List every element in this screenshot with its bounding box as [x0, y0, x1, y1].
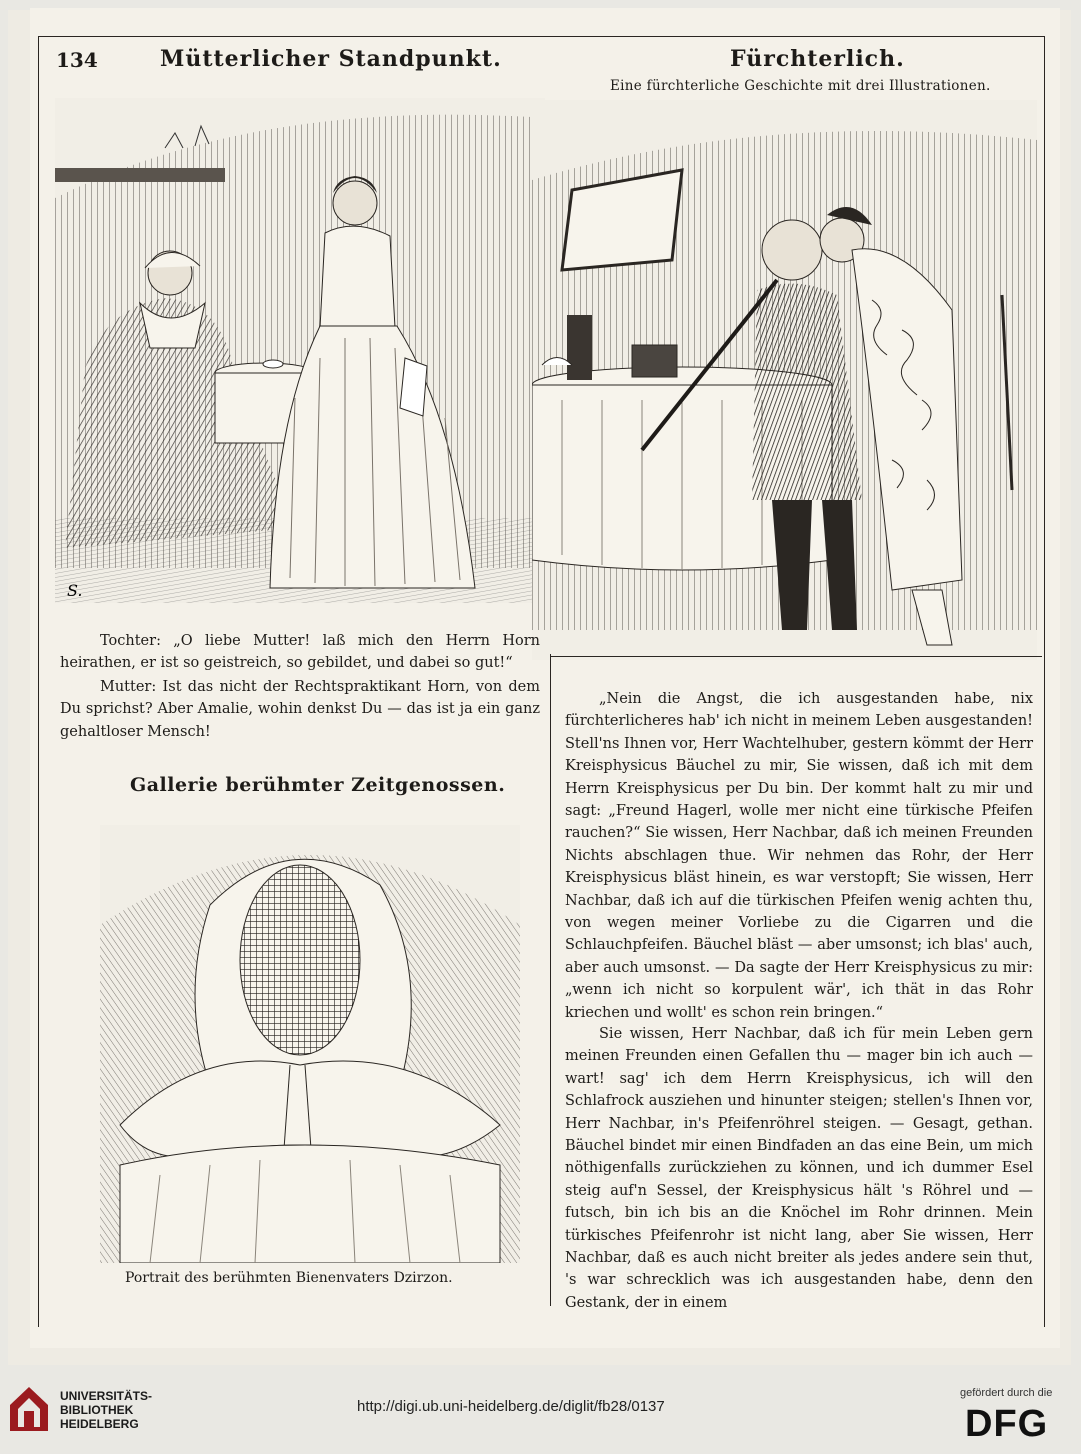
engraving-portrait — [100, 825, 520, 1263]
page-number: 134 — [56, 48, 98, 72]
dialogue-mother: Mutter: Ist das nicht der Rechtspraktikant Horn, von dem Du sprichst? Aber Amalie, wohin denkst Du — das ist ja ein ganz gehaltloser Mensch! — [60, 679, 540, 740]
viewer-footer — [0, 1375, 1081, 1454]
engraving-pipe-men — [532, 100, 1037, 660]
library-name — [60, 1389, 152, 1431]
story-paragraph-1: „Nein die Angst, die ich ausgestanden habe, nix fürchterlicheres hab' ich nicht in meinem Leben ausgestanden! Stell'ns Ihnen vor, Herr Wachtelhuber, gestern kömmt der Herr Kreisphysicus Bäuchel zu mir, Sie wissen, daß ich mit dem Herrn Kreisphysicus per Du bin. Der kommt halt zu mir und sagt: „Freund Hagerl, wolle mer nicht eine türkische Pfeifen rauchen?“ Sie wissen, Herr Nachbar, daß ich meinen Freunden Nichts abschlagen thue. Wir nehmen das Rohr, der Herr Kreisphysicus bläst hinein, es war verstopft; Sie wissen, Herr Nachbar, daß ich auf die türkischen Pfeifen wenig achten thu, von wegen meiner Vorliebe zu die Cigarren und die Schlauchpfeifen. Bäuchel bläst — aber umsonst; ich blas' auch, aber auch umsonst. — Da sagte der Herr Kreisphysicus zu mir: „wenn ich nicht so korpulent wär', ich thät in das Rohr kriechen und wollt' es schon rein bringen.“ — [565, 691, 1033, 1021]
divider-under-illustration — [550, 656, 1042, 657]
library-line-1: UNIVERSITÄTS- — [60, 1389, 153, 1403]
dialogue-daughter: Tochter: „O liebe Mutter! laß mich den Herrn Horn heirathen, er ist so geistreich, so gebildet, und dabei so gut!“ — [60, 633, 540, 672]
permalink-url[interactable]: http://digi.ub.uni-heidelberg.de/diglit/fb28/0137 — [357, 1398, 665, 1415]
illustration-signature: S. — [67, 581, 83, 600]
left-title: Mütterlicher Standpunkt. — [160, 46, 502, 72]
engraving-mother-daughter — [55, 98, 545, 603]
library-line-3: HEIDELBERG — [60, 1417, 139, 1431]
library-line-2: BIBLIOTHEK — [60, 1403, 134, 1417]
right-subtitle: Eine fürchterliche Geschichte mit drei Illustrationen. — [610, 78, 991, 94]
gallery-heading: Gallerie berühmter Zeitgenossen. — [130, 774, 506, 796]
portrait-caption: Portrait des berühmten Bienenvaters Dzirzon. — [125, 1270, 453, 1286]
right-title: Fürchterlich. — [730, 46, 905, 72]
illustration-portrait — [100, 825, 520, 1263]
university-library-logo — [10, 1387, 48, 1431]
illustration-pipe-men — [532, 100, 1037, 660]
story-paragraph-2: Sie wissen, Herr Nachbar, daß ich für mein Leben gern meinen Freunden einen Gefallen thu — mager bin ich auch — wart! sag' ich dem Herrn Kreisphysicus, ich will den Schlafrock ausziehen und hinunter steigen; stellen's Ihnen vor, Herr Nachbar, in's Pfeifenröhrel steigen. — Gesagt, gethan. Bäuchel bindet mir einen Bindfaden an das eine Bein, um mich nöthigenfalls zurückziehen zu können, und ich dummer Esel steig auf'n Sessel, der Kreisphysicus hält 's Röhrel und — futsch, bin ich bis an die Knöchel im Rohr drinnen. Mein türkisches Pfeifenrohr ist nicht lang, aber Sie wissen, Herr Nachbar, daß es auch nicht breiter als jedes andere sein thut, 's war schrecklich was ich ausgestanden habe, denn den Gestank, der in einem — [565, 1026, 1033, 1311]
dfg-logo: DFG — [965, 1403, 1049, 1445]
column-divider — [550, 654, 551, 1306]
illustration-mother-daughter — [55, 98, 545, 603]
sponsor-note: gefördert durch die — [960, 1387, 1053, 1399]
